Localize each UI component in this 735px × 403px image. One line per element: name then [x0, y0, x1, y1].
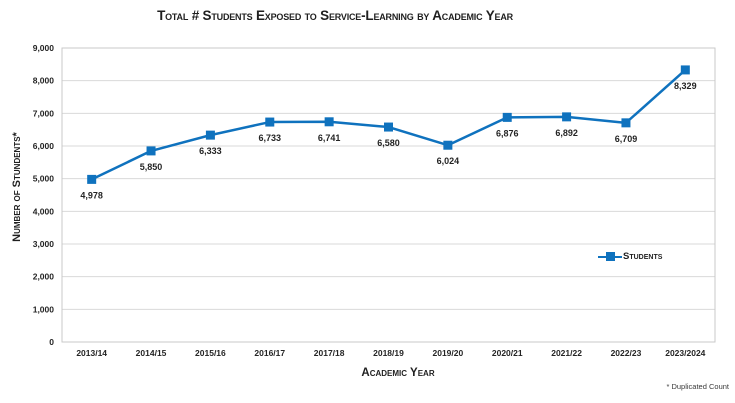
y-tick-label: 8,000: [32, 75, 54, 86]
data-label: 6,892: [555, 127, 578, 138]
legend-label: Students: [623, 251, 663, 262]
y-tick-label: 4,000: [32, 206, 54, 217]
data-point-marker: [147, 146, 156, 155]
chart-title: Total # Students Exposed to Service-Learning by Academic Year: [157, 8, 513, 23]
legend-square-icon: [606, 252, 615, 261]
x-axis-title: Academic Year: [361, 367, 435, 379]
x-tick-label: 2016/17: [254, 348, 286, 358]
data-point-marker: [325, 117, 334, 126]
x-tick-label: 2022/23: [610, 348, 642, 358]
data-label: 6,741: [317, 132, 341, 143]
x-tick-label: 2015/16: [195, 348, 226, 358]
chart-footnote: * Duplicated Count: [666, 382, 729, 391]
x-tick-label: 2023/2024: [665, 348, 706, 358]
data-label: 6,580: [377, 138, 400, 149]
y-tick-label: 2,000: [32, 271, 54, 282]
data-point-marker: [503, 113, 512, 122]
data-label: 6,333: [199, 146, 222, 157]
y-tick-label: 3,000: [32, 239, 54, 249]
data-label: 6,876: [495, 128, 519, 139]
data-point-marker: [206, 131, 215, 140]
y-tick-label: 5,000: [32, 173, 54, 184]
legend-series-marker-icon: [598, 252, 622, 261]
x-tick-label: 2020/21: [491, 348, 523, 358]
data-label: 6,024: [436, 156, 460, 167]
data-label: 6,733: [258, 133, 282, 144]
x-tick-label: 2019/20: [432, 348, 464, 358]
data-point-marker: [443, 141, 452, 150]
data-label: 5,850: [139, 161, 163, 172]
y-tick-label: 9,000: [32, 43, 54, 53]
data-point-marker: [562, 112, 571, 121]
y-tick-label: 7,000: [32, 108, 54, 119]
legend: [597, 250, 663, 263]
y-axis-title: Number of Stundents*: [11, 132, 23, 242]
x-tick-label: 2014/15: [135, 348, 167, 358]
y-tick-label: 1,000: [32, 304, 54, 315]
data-label: 4,978: [80, 190, 103, 201]
data-label: 8,329: [674, 80, 697, 91]
data-point-marker: [265, 118, 274, 127]
y-tick-label: 6,000: [32, 141, 54, 151]
data-point-marker: [681, 65, 690, 74]
x-tick-label: 2018/19: [373, 348, 404, 358]
x-tick-label: 2017/18: [313, 348, 345, 358]
y-tick-label: 0: [49, 337, 54, 347]
data-label: 6,709: [614, 133, 638, 144]
x-tick-label: 2013/14: [76, 348, 108, 358]
data-point-marker: [384, 123, 393, 132]
plot-border: [62, 48, 715, 342]
data-point-marker: [87, 175, 96, 184]
data-point-marker: [621, 118, 630, 127]
x-tick-label: 2021/22: [551, 348, 582, 358]
